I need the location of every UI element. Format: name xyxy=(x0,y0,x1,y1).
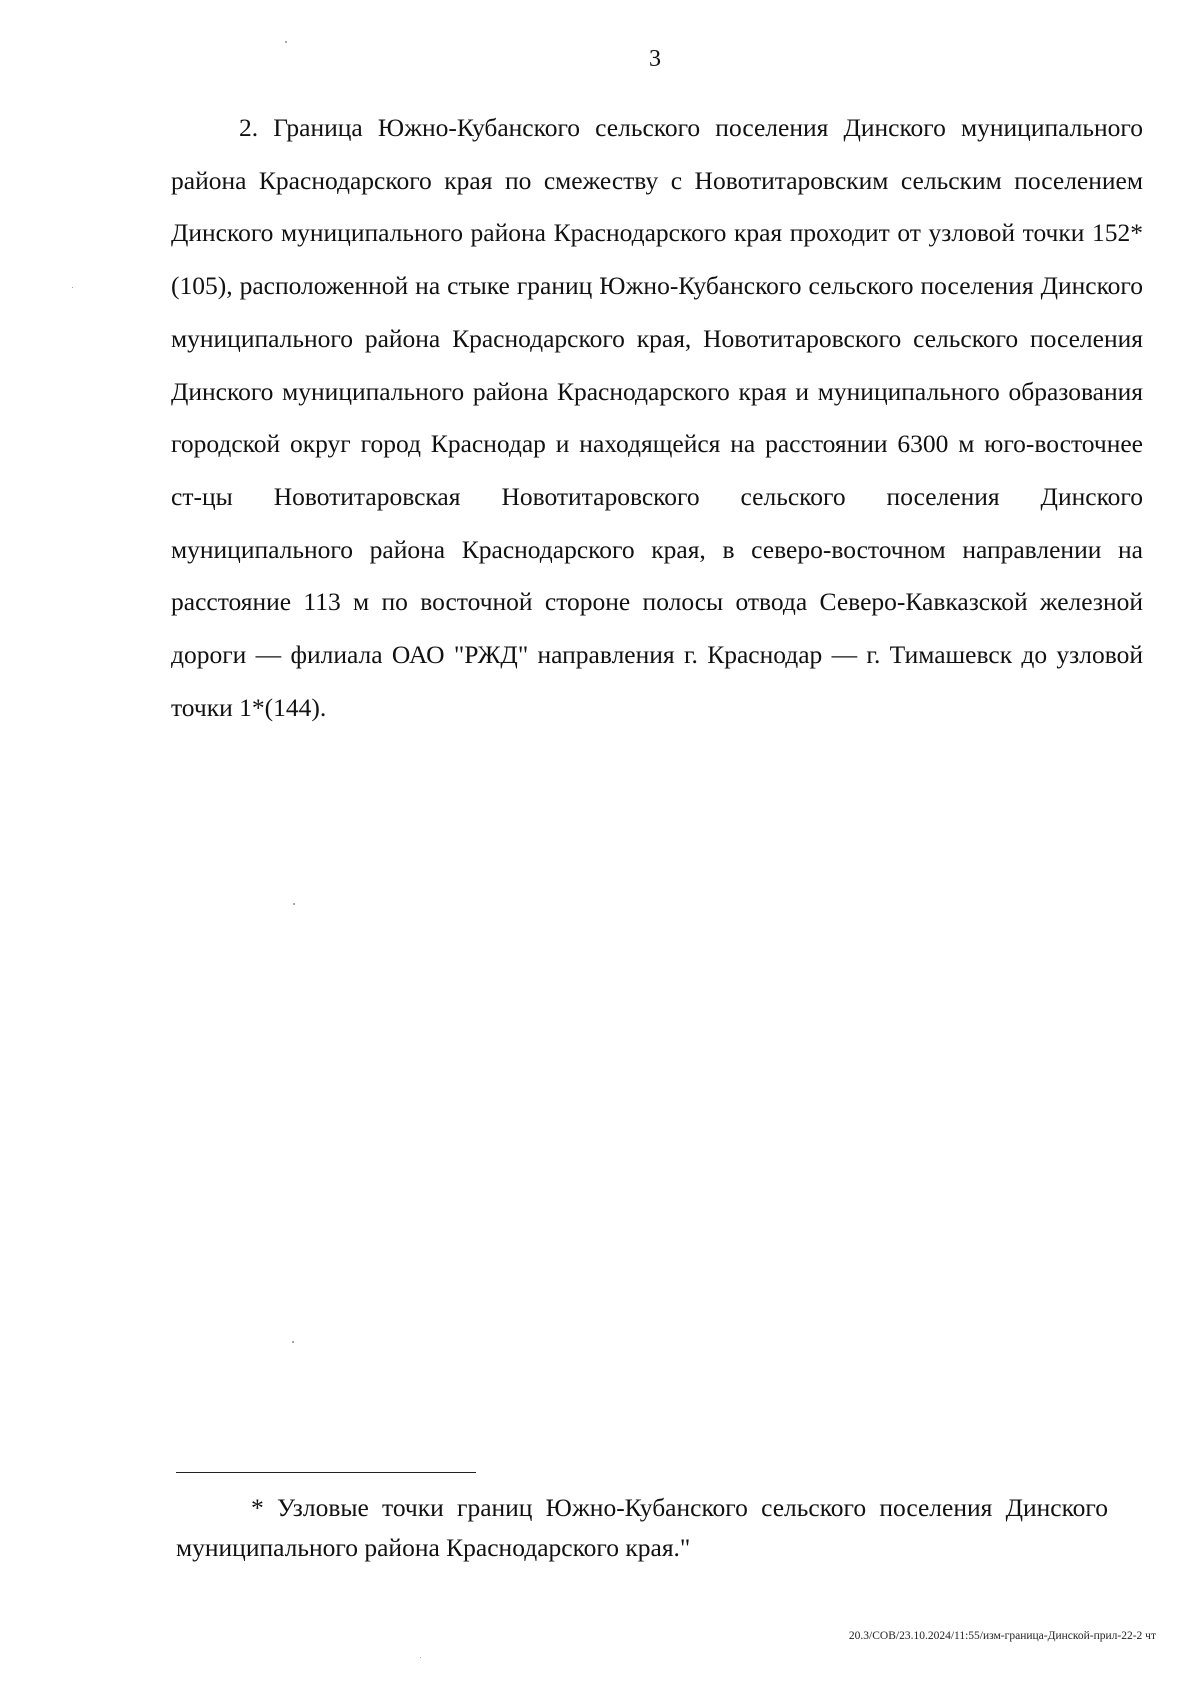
scan-speck xyxy=(293,903,295,905)
footnote-divider xyxy=(176,1472,476,1473)
scan-speck xyxy=(285,41,287,43)
page-number: 3 xyxy=(649,46,661,72)
scan-speck xyxy=(72,287,73,288)
scan-speck xyxy=(292,1341,294,1343)
scan-speck xyxy=(420,1657,421,1658)
footnote-text: * Узловые точки границ Южно-Кубанского сельского поселения Динского муниципального района Краснодарского края." xyxy=(176,1493,1108,1562)
document-stamp: 20.3/СОВ/23.10.2024/11:55/изм-граница-Динской-прил-22-2 чт xyxy=(848,1630,1156,1642)
body-paragraph: 2. Граница Южно-Кубанского сельского поселения Динского муниципального района Краснодарского края по смежеству с Новотитаровским сельским поселением Динского муниципального района Краснодарского края проходит от узловой точки 152*(105), расположенной на стыке границ Южно-Кубанского сельского поселения Динского муниципального района Краснодарского края, Новотитаровского сельского поселения Динского муниципального района Краснодарского края и муниципального образования городской округ город Краснодар и находящейся на расстоянии 6300 м юго-восточнее ст-цы Новотитаровская Новотитаровского сельского поселения Динского муниципального района Краснодарского края, в северо-восточном направлении на расстояние 113 м по восточной стороне полосы отвода Северо-Кавказской железной дороги — филиала ОАО "РЖД" направления г. Краснодар — г. Тимашевск до узловой точки 1*(144). xyxy=(171,113,1143,722)
